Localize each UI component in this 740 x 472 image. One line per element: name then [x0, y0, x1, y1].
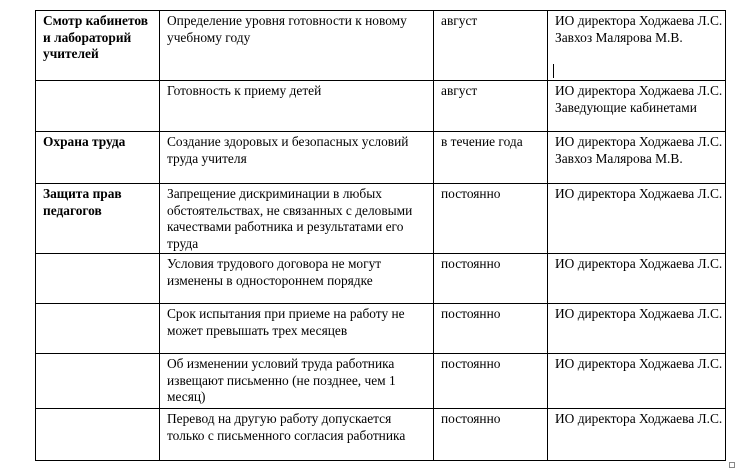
- period-cell: постоянно: [434, 354, 548, 409]
- event-cell: Готовность к приему детей: [160, 81, 434, 132]
- responsible-cell: [548, 11, 726, 81]
- responsible-person: ИО директора Ходжаева Л.С.: [555, 356, 723, 371]
- table-row: [36, 132, 726, 184]
- section-cell: Смотр кабинетов и лабораторий учителей: [36, 11, 160, 81]
- table-row: [36, 11, 726, 81]
- event-cell: Срок испытания при приеме на работу не может превышать трех месяцев: [160, 304, 434, 354]
- responsible-person: ИО директора Ходжаева Л.С.: [555, 83, 723, 98]
- responsible-cell: [548, 304, 726, 354]
- event-cell: Запрещение дискриминации в любых обстоятельствах, не связанных с деловыми качествами работника и результатами его труда: [160, 184, 434, 254]
- document-table: [35, 10, 726, 461]
- responsible-person: ИО директора Ходжаева Л.С.: [555, 256, 723, 271]
- section-cell: Охрана труда: [36, 132, 160, 184]
- responsible-cell: [548, 354, 726, 409]
- table-row: [36, 254, 726, 304]
- responsible-person: ИО директора Ходжаева Л.С.: [555, 186, 723, 201]
- responsible-person: ИО директора Ходжаева Л.С.: [555, 411, 723, 426]
- table-row: [36, 409, 726, 461]
- period-cell: август: [434, 11, 548, 81]
- responsible-cell: [548, 254, 726, 304]
- table-row: [36, 354, 726, 409]
- responsible-cell: [548, 409, 726, 461]
- responsible-person: Заведующие кабинетами: [555, 99, 697, 115]
- table-resize-handle[interactable]: [729, 462, 735, 468]
- event-cell: Об изменении условий труда работника извещают письменно (не позднее, чем 1 месяц): [160, 354, 434, 409]
- period-cell: в течение года: [434, 132, 548, 184]
- section-cell: Защита прав педагогов: [36, 184, 160, 254]
- event-cell: Перевод на другую работу допускается только с письменного согласия работника: [160, 409, 434, 461]
- table-row: [36, 184, 726, 254]
- section-cell: [36, 254, 160, 304]
- section-cell: [36, 81, 160, 132]
- table-row: [36, 304, 726, 354]
- responsible-person: Завхоз Малярова М.В.: [555, 29, 683, 45]
- period-cell: постоянно: [434, 409, 548, 461]
- responsible-cell: [548, 81, 726, 132]
- responsible-person: ИО директора Ходжаева Л.С.: [555, 134, 723, 149]
- table-row: [36, 81, 726, 132]
- responsible-person: Завхоз Малярова М.В.: [555, 150, 683, 166]
- section-cell: [36, 354, 160, 409]
- responsible-cell: [548, 184, 726, 254]
- event-cell: Условия трудового договора не могут изменены в одностороннем порядке: [160, 254, 434, 304]
- responsible-cell: [548, 132, 726, 184]
- section-cell: [36, 304, 160, 354]
- text-cursor: [553, 64, 554, 78]
- event-cell: Создание здоровых и безопасных условий труда учителя: [160, 132, 434, 184]
- responsible-person: ИО директора Ходжаева Л.С.: [555, 306, 723, 321]
- period-cell: постоянно: [434, 304, 548, 354]
- period-cell: постоянно: [434, 254, 548, 304]
- event-cell: Определение уровня готовности к новому учебному году: [160, 11, 434, 81]
- period-cell: постоянно: [434, 184, 548, 254]
- period-cell: август: [434, 81, 548, 132]
- section-cell: [36, 409, 160, 461]
- responsible-person: ИО директора Ходжаева Л.С.: [555, 13, 723, 28]
